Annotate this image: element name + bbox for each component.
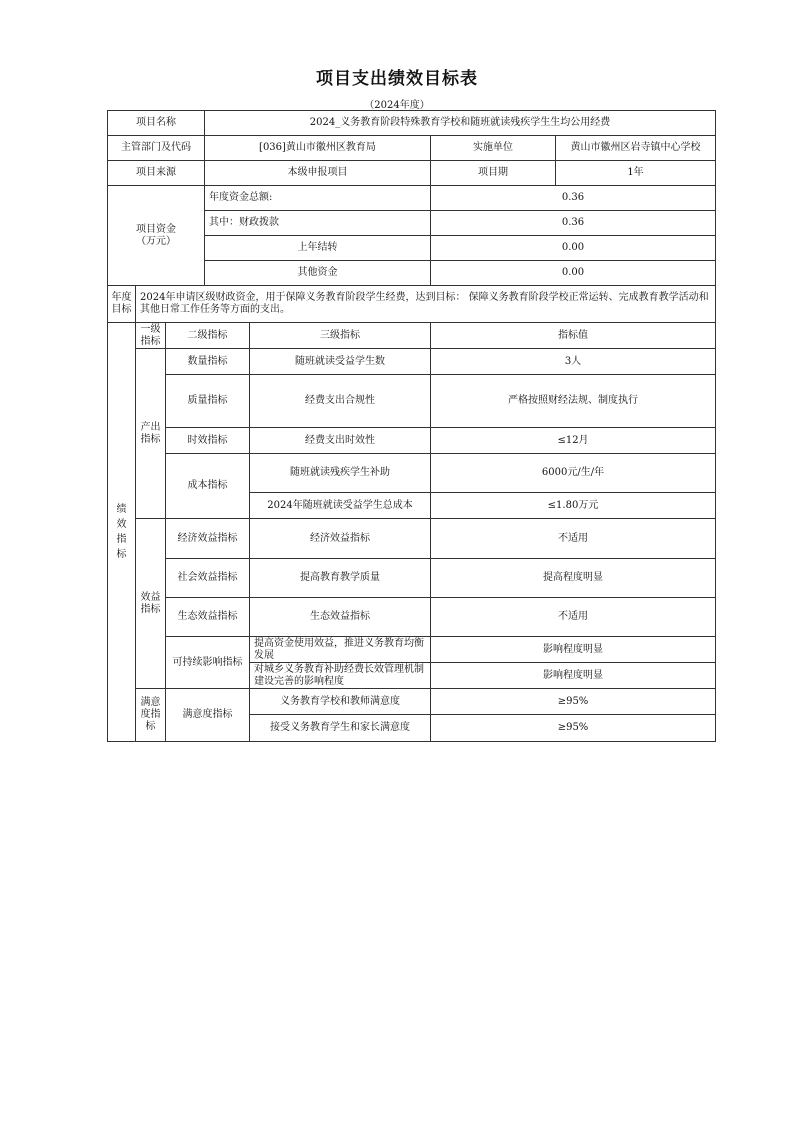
project-name-label: 项目名称 bbox=[108, 111, 205, 136]
benefit-label-line2: 指标 bbox=[140, 603, 161, 615]
department-value: [036]黄山市徽州区教育局 bbox=[205, 136, 431, 161]
level3-header: 三级指标 bbox=[250, 323, 431, 349]
total-funds-label: 年度资金总额: bbox=[205, 186, 431, 211]
sustainable-impact-value: 影响程度明显 bbox=[431, 663, 716, 689]
level1-header-line1: 一级 bbox=[140, 323, 161, 335]
ecological-benefit-value: 不适用 bbox=[431, 598, 716, 637]
quality-indicator-label: 质量指标 bbox=[166, 375, 250, 428]
ecological-benefit-item: 生态效益指标 bbox=[250, 598, 431, 637]
quantity-indicator-value: 3人 bbox=[431, 349, 716, 375]
indicator-row bbox=[108, 519, 716, 559]
project-name-value: 2024_义务教育阶段特殊教育学校和随班就读残疾学生生均公用经费 bbox=[205, 111, 716, 136]
implementing-unit-value: 黄山市徽州区岩寺镇中心学校 bbox=[556, 136, 716, 161]
department-row bbox=[108, 136, 716, 161]
project-funds-label bbox=[108, 186, 205, 286]
output-label-line2: 指标 bbox=[140, 433, 161, 445]
level1-header-line2: 指标 bbox=[140, 335, 161, 347]
fiscal-funds-label: 其中：财政拨款 bbox=[205, 211, 431, 236]
indicator-row bbox=[108, 375, 716, 428]
timeliness-indicator-label: 时效指标 bbox=[166, 428, 250, 454]
satisfaction-value: ≥95% bbox=[431, 689, 716, 715]
sustainable-impact-value: 影响程度明显 bbox=[431, 637, 716, 663]
social-benefit-item: 提高教育教学质量 bbox=[250, 559, 431, 598]
benefit-label-line1: 效益 bbox=[140, 591, 161, 603]
fiscal-year: （2024年度） bbox=[364, 100, 430, 111]
source-row bbox=[108, 161, 716, 186]
annual-goal-label-line2: 目标 bbox=[111, 304, 132, 315]
project-source-label: 项目来源 bbox=[108, 161, 205, 186]
indicator-row bbox=[108, 428, 716, 454]
annual-goal-label bbox=[108, 286, 136, 323]
indicator-value-header: 指标值 bbox=[431, 323, 716, 349]
indicator-row bbox=[108, 349, 716, 375]
fiscal-funds-value: 0.36 bbox=[431, 211, 716, 236]
sustainable-impact-label: 可持续影响指标 bbox=[166, 637, 250, 689]
sustainable-impact-item: 对城乡义务教育补助经费长效管理机制建设完善的影响程度 bbox=[250, 663, 431, 689]
economic-benefit-value: 不适用 bbox=[431, 519, 716, 559]
timeliness-indicator-item: 经费支出时效性 bbox=[250, 428, 431, 454]
output-label-line1: 产出 bbox=[140, 421, 161, 433]
total-funds-value: 0.36 bbox=[431, 186, 716, 211]
quality-indicator-value: 严格按照财经法规、制度执行 bbox=[431, 375, 716, 428]
other-funds-label: 其他资金 bbox=[205, 261, 431, 286]
social-benefit-label: 社会效益指标 bbox=[166, 559, 250, 598]
quality-indicator-item: 经费支出合规性 bbox=[250, 375, 431, 428]
satisfaction-label-line3: 标 bbox=[145, 721, 156, 732]
funds-unit-text: （万元） bbox=[136, 235, 176, 247]
sustainable-impact-item: 提高资金使用效益，推进义务教育均衡发展 bbox=[250, 637, 431, 663]
department-label: 主管部门及代码 bbox=[108, 136, 205, 161]
output-indicators-label bbox=[136, 349, 166, 519]
indicator-row bbox=[108, 454, 716, 493]
social-benefit-value: 提高程度明显 bbox=[431, 559, 716, 598]
annual-goal-row bbox=[108, 286, 716, 323]
satisfaction-label-line1: 满意 bbox=[140, 697, 161, 708]
timeliness-indicator-value: ≤12月 bbox=[431, 428, 716, 454]
cost-indicator-item: 随班就读残疾学生补助 bbox=[250, 454, 431, 493]
indicator-row bbox=[108, 689, 716, 715]
satisfaction-sub-label: 满意度指标 bbox=[166, 689, 250, 742]
quantity-indicator-item: 随班就读受益学生数 bbox=[250, 349, 431, 375]
satisfaction-item: 接受义务教育学生和家长满意度 bbox=[250, 715, 431, 742]
indicator-header-row bbox=[108, 323, 716, 349]
annual-goal-label-line1: 年度 bbox=[111, 292, 132, 303]
indicator-row bbox=[108, 598, 716, 637]
carryover-funds-value: 0.00 bbox=[431, 236, 716, 261]
vertical-char: 指 bbox=[116, 534, 127, 545]
performance-target-table bbox=[107, 110, 716, 742]
funds-label-text: 项目资金 bbox=[136, 223, 176, 235]
project-period-label: 项目期 bbox=[431, 161, 556, 186]
satisfaction-label-line2: 度指 bbox=[140, 709, 161, 720]
page-title: 项目支出绩效目标表 bbox=[316, 69, 478, 89]
satisfaction-indicators-label bbox=[136, 689, 166, 742]
project-name-row bbox=[108, 111, 716, 136]
vertical-char: 绩 bbox=[116, 504, 127, 515]
carryover-funds-label: 上年结转 bbox=[205, 236, 431, 261]
other-funds-value: 0.00 bbox=[431, 261, 716, 286]
level2-header: 二级指标 bbox=[166, 323, 250, 349]
funds-total-row bbox=[108, 186, 716, 211]
cost-indicator-value: ≤1.80万元 bbox=[431, 493, 716, 519]
economic-benefit-item: 经济效益指标 bbox=[250, 519, 431, 559]
ecological-benefit-label: 生态效益指标 bbox=[166, 598, 250, 637]
performance-indicators-label bbox=[108, 323, 136, 742]
cost-indicator-label: 成本指标 bbox=[166, 454, 250, 519]
cost-indicator-item: 2024年随班就读受益学生总成本 bbox=[250, 493, 431, 519]
project-period-value: 1年 bbox=[556, 161, 716, 186]
satisfaction-item: 义务教育学校和教师满意度 bbox=[250, 689, 431, 715]
economic-benefit-label: 经济效益指标 bbox=[166, 519, 250, 559]
indicator-row bbox=[108, 637, 716, 663]
annual-goal-text: 2024年申请区级财政资金，用于保障义务教育阶段学生经费，达到目标： 保障义务教育阶段学校正常运转、完成教育教学活动和其他日常工作任务等方面的支出。 bbox=[136, 286, 716, 323]
benefit-indicators-label bbox=[136, 519, 166, 689]
implementing-unit-label: 实施单位 bbox=[431, 136, 556, 161]
indicator-row bbox=[108, 559, 716, 598]
vertical-char: 效 bbox=[116, 519, 127, 530]
level1-header bbox=[136, 323, 166, 349]
cost-indicator-value: 6000元/生/年 bbox=[431, 454, 716, 493]
satisfaction-value: ≥95% bbox=[431, 715, 716, 742]
project-source-value: 本级申报项目 bbox=[205, 161, 431, 186]
vertical-char: 标 bbox=[116, 549, 127, 560]
quantity-indicator-label: 数量指标 bbox=[166, 349, 250, 375]
